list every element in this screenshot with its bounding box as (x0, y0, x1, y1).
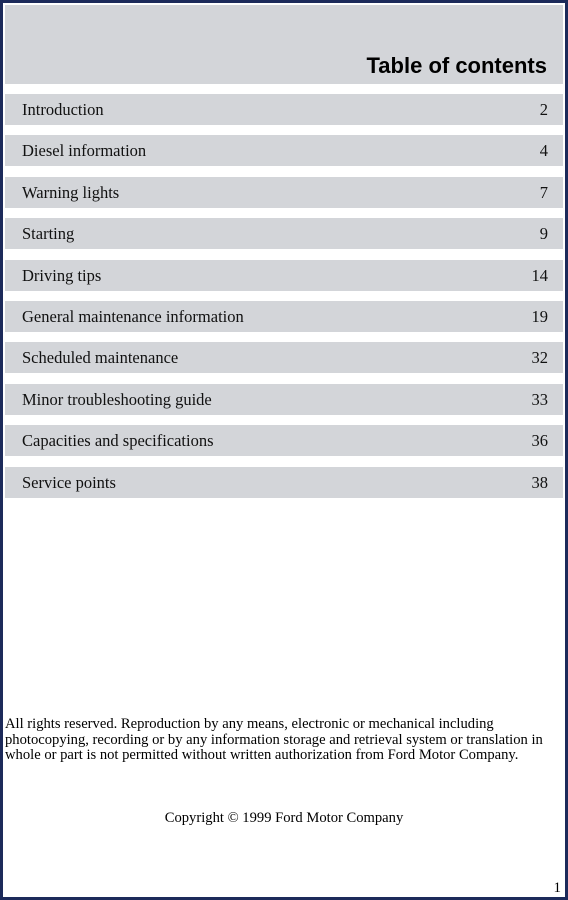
toc-label: Capacities and specifications (22, 431, 214, 451)
toc-label: Warning lights (22, 182, 120, 202)
document-page (3, 3, 565, 897)
toc-row-troubleshooting-guide[interactable] (5, 384, 563, 415)
toc-page-number: 9 (539, 224, 548, 244)
toc-page-number: 2 (539, 100, 548, 119)
toc-label: Minor troubleshooting guide (22, 389, 212, 409)
copyright-line: Copyright © 1999 Ford Motor Company (164, 810, 404, 826)
toc-label: Introduction (22, 100, 104, 119)
toc-row-scheduled-maintenance[interactable] (5, 342, 563, 373)
toc-page-number: 36 (531, 431, 548, 451)
toc-row-starting[interactable] (5, 218, 563, 249)
toc-row-warning-lights[interactable] (5, 177, 563, 208)
toc-page-number: 32 (531, 348, 548, 368)
toc-label: General maintenance information (22, 306, 244, 326)
table-of-contents (5, 94, 563, 508)
toc-page-number: 33 (531, 389, 548, 409)
toc-row-service-points[interactable] (5, 467, 563, 498)
toc-page-number: 38 (531, 472, 548, 492)
toc-label: Starting (22, 224, 75, 244)
page-title: Table of contents (366, 53, 547, 78)
rights-notice: All rights reserved. Reproduction by any means, electronic or mechanical including photocopying, recording or by any information storage and retrieval system or translation in whole or part is not permitted without written authorization from Ford Motor Company. (5, 716, 543, 764)
toc-page-number: 7 (539, 182, 548, 202)
page-number: 1 (553, 880, 561, 896)
toc-label: Driving tips (22, 265, 102, 285)
toc-label: Scheduled maintenance (22, 348, 179, 368)
toc-row-introduction[interactable] (5, 94, 563, 125)
toc-row-driving-tips[interactable] (5, 260, 563, 291)
toc-row-diesel-information[interactable] (5, 135, 563, 166)
toc-row-general-maintenance[interactable] (5, 301, 563, 332)
toc-page-number: 4 (539, 141, 548, 161)
toc-page-number: 19 (531, 306, 548, 326)
toc-label: Diesel information (22, 141, 147, 161)
header-band (5, 5, 563, 84)
toc-row-capacities-specifications[interactable] (5, 425, 563, 456)
toc-page-number: 14 (531, 265, 548, 285)
toc-label: Service points (22, 472, 116, 492)
